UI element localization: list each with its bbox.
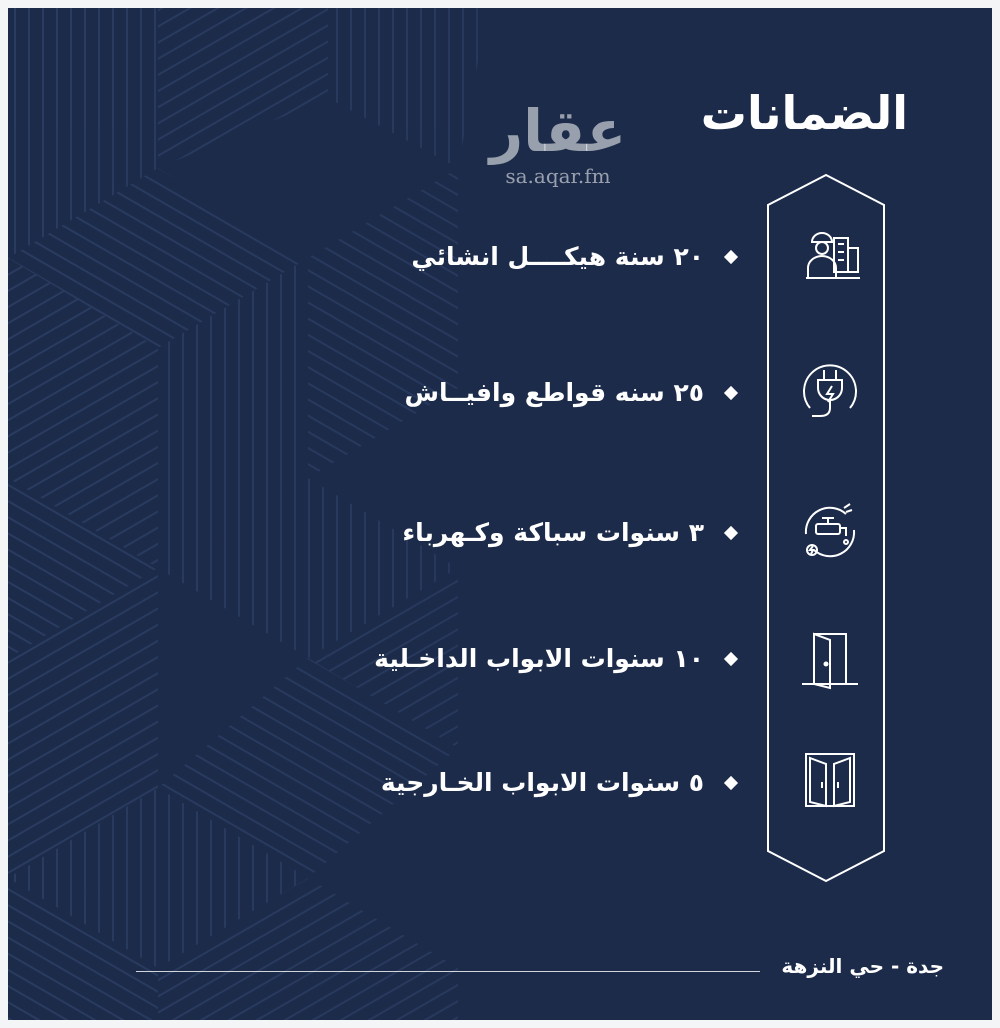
guarantee-text: ٥ سنوات الابواب الخـارجية — [380, 768, 704, 797]
diamond-bullet-icon — [724, 385, 738, 399]
guarantee-item-switches — [405, 378, 737, 407]
engineer-building-icon — [796, 220, 864, 288]
brand-url: sa.aqar.fm — [505, 164, 611, 188]
guarantee-text: ٢٥ سنه قواطع وافيــاش — [404, 378, 704, 407]
diamond-bullet-icon — [724, 249, 738, 263]
guarantee-item-exterior-doors — [381, 768, 736, 797]
diamond-bullet-icon — [724, 651, 738, 665]
footer-location: جدة - حي النزهة — [781, 954, 944, 978]
guarantee-text: ٣ سنوات سباكة وكـهرباء — [402, 518, 704, 547]
guarantees-card — [8, 8, 992, 1020]
page-title: الضمانات — [700, 86, 908, 140]
brand-name: عقار — [489, 97, 627, 165]
brand-watermark — [478, 97, 638, 188]
guarantee-item-interior-doors — [374, 644, 736, 673]
exterior-door-icon — [796, 746, 864, 814]
electric-plug-icon — [796, 356, 864, 424]
guarantee-item-plumbing — [402, 518, 736, 547]
guarantee-text: ٢٠ سنة هيكــــل انشائي — [411, 242, 704, 271]
interior-door-icon — [796, 626, 864, 694]
plumbing-electric-icon — [796, 498, 864, 566]
diamond-bullet-icon — [724, 775, 738, 789]
diamond-bullet-icon — [724, 525, 738, 539]
guarantee-text: ١٠ سنوات الابواب الداخـلية — [374, 644, 704, 673]
guarantee-item-structure — [411, 242, 736, 271]
footer-divider — [136, 971, 760, 972]
